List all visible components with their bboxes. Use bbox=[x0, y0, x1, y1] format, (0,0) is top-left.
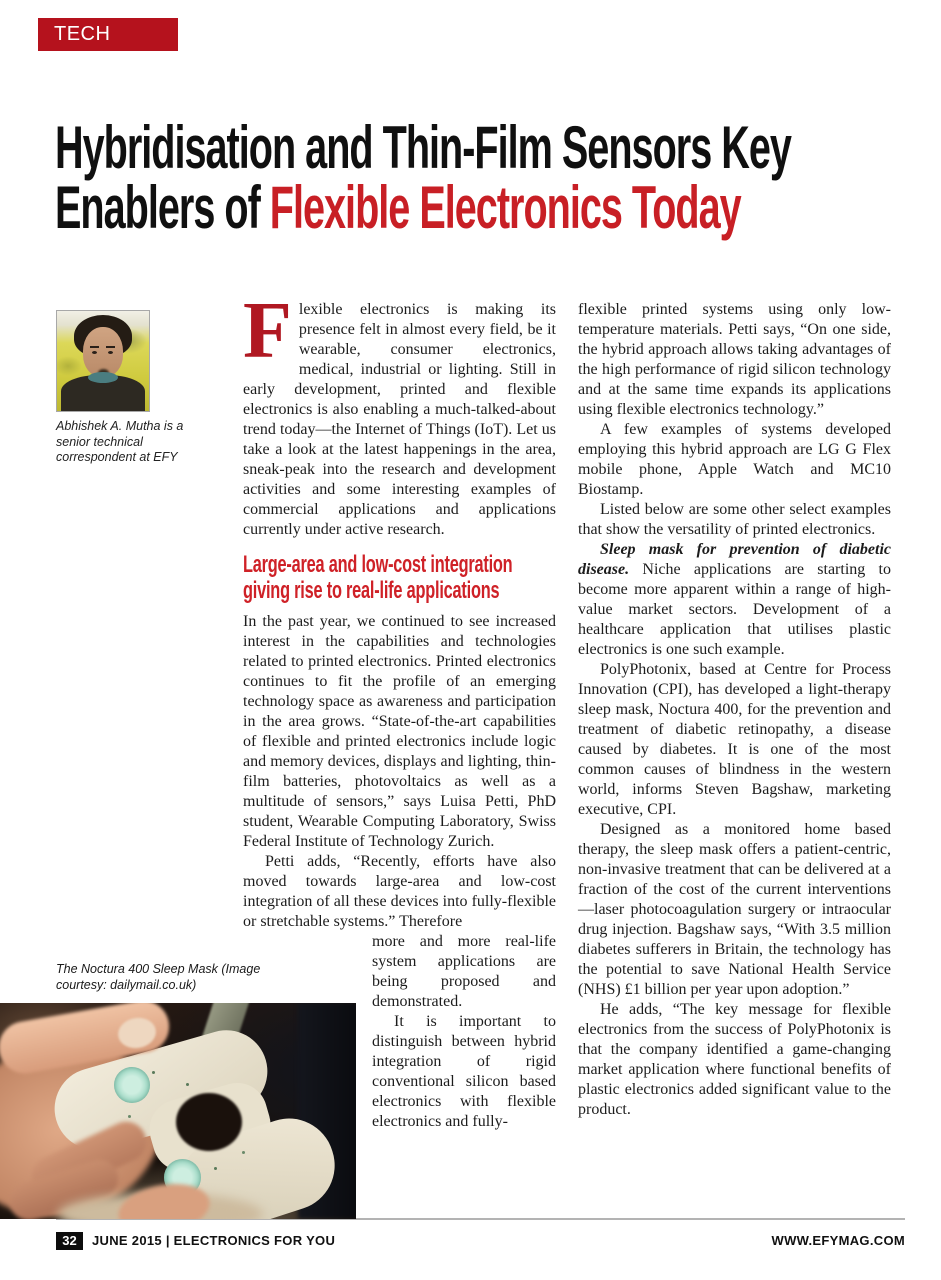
paragraph: It is important to distinguish between hybrid integration of rigid conventional silicon based electronics with flexible electronics and fully- bbox=[372, 1013, 556, 1130]
paragraph: Flexible electronics is making its presence felt in almost every field, be it wearable, consumer electronics, medical, industrial or lighting. Still in early development, printed and flexible electronics is also enabling a much-talked-about trend today—the Internet of Things (IoT). Let us take a look at the latest happenings in the area, sneak-peak into the research and development activities and some interesting examples of commercial applications and applications currently under active research. bbox=[243, 287, 556, 538]
headline-line-2 bbox=[55, 174, 935, 241]
paragraph: Listed below are some other select examples that show the versatility of printed electronics. bbox=[578, 501, 891, 538]
page-number-badge: 32 bbox=[56, 1232, 83, 1250]
sleep-mask-photo-caption: The Noctura 400 Sleep Mask (Image courtesy: dailymail.co.uk) bbox=[56, 962, 261, 992]
author-block bbox=[56, 310, 216, 466]
headline-line-1: Hybridisation and Thin-Film Sensors Key bbox=[55, 114, 791, 181]
section-banner-label: TECH FOCUS bbox=[54, 23, 127, 78]
led-pad-1 bbox=[114, 1067, 150, 1103]
paragraph: PolyPhotonix, based at Centre for Process Innovation (CPI), has developed a light-therapy sleep mask, Noctura 400, for the prevention and treatment of diabetic retinopathy, a disease caused by diabetes. It is one of the most common causes of blindness in the western world, informs Steven Bagshaw, marketing executive, CPI. bbox=[578, 661, 891, 818]
article-column-2 bbox=[578, 300, 891, 1120]
mask-nose-notch bbox=[176, 1093, 242, 1151]
mask-speckles bbox=[152, 1071, 155, 1074]
paragraph: A few examples of systems developed employing this hybrid approach are LG G Flex mobile phone, Apple Watch and MC10 Biostamp. bbox=[578, 421, 891, 498]
subheading-line-1: Large-area and low-cost integration bbox=[243, 551, 513, 578]
subheading-line-2: giving rise to real-life applications bbox=[243, 577, 500, 604]
section-subheading bbox=[243, 552, 556, 604]
author-brow bbox=[106, 346, 115, 348]
drop-cap: F bbox=[243, 287, 292, 375]
paragraph: Sleep mask for prevention of diabetic disease. Niche applications are starting to become more apparent within a range of high-value market sectors. Development of a healthcare application that utilises plastic electronics is one such example. bbox=[578, 541, 891, 658]
author-eye bbox=[108, 351, 113, 354]
issue-text: JUNE 2015 | ELECTRONICS FOR YOU bbox=[92, 1233, 336, 1248]
paragraph: Petti adds, “Recently, efforts have also moved towards large-area and low-cost integration of all these devices into fully-flexible or stretchable systems.” Therefore bbox=[243, 853, 556, 930]
author-portrait-photo bbox=[56, 310, 150, 412]
headline-line2-black: Enablers of bbox=[55, 174, 270, 241]
sleep-mask-photo bbox=[0, 1003, 356, 1219]
website-text: WWW.EFYMAG.COM bbox=[771, 1233, 905, 1248]
author-collar bbox=[88, 372, 118, 383]
headline-line2-red: Flexible Electronics Today bbox=[269, 174, 741, 241]
run-in-heading: Sleep mask for prevention of diabetic disease. bbox=[578, 541, 891, 578]
page-footer bbox=[0, 1231, 941, 1255]
author-brow bbox=[90, 346, 99, 348]
author-caption: Abhishek A. Mutha is a senior technical correspondent at EFY bbox=[56, 419, 184, 464]
paragraph: flexible printed systems using only low-temperature materials. Petti says, “On one side, the hybrid approach allows taking advantages of the high performance of rigid silicon technology and at the same time expands its applications using flexible electronics technology.” bbox=[578, 301, 891, 418]
author-eye bbox=[92, 351, 97, 354]
paragraph: Designed as a monitored home based therapy, the sleep mask offers a patient-centric, non-invasive treatment that can be delivered at a fraction of the cost of the current interventions—laser photocoagulation surgery or intraocular drug injection. Bagshaw says, “With 3.5 million diabetes sufferers in Britain, the technology has the potential to save National Health Service (NHS) £1 billion per year upon adoption.” bbox=[578, 821, 891, 998]
article-headline bbox=[55, 114, 935, 241]
paragraph: He adds, “The key message for flexible electronics from the success of PolyPhotonix is that the company identified a game-changing market application where functional benefits of plastic electronics added significant value to the product. bbox=[578, 1001, 891, 1118]
paragraph: In the past year, we continued to see increased interest in the capabilities and technologies related to printed electronics. Printed electronics continues to fit the profile of an emerging technology space as awareness and participation in the area grows. “State-of-the-art capabilities of flexible and printed electronics include logic and memory devices, displays and lighting, thin-film batteries, photovoltaics as well as a multitude of sensors,” says Luisa Petti, PhD student, Wearable Computing Laboratory, Swiss Federal Institute of Technology Zurich. bbox=[243, 613, 556, 850]
section-banner bbox=[38, 18, 178, 78]
paragraph: more and more real-life system applications are being proposed and demonstrated. bbox=[372, 933, 556, 1010]
